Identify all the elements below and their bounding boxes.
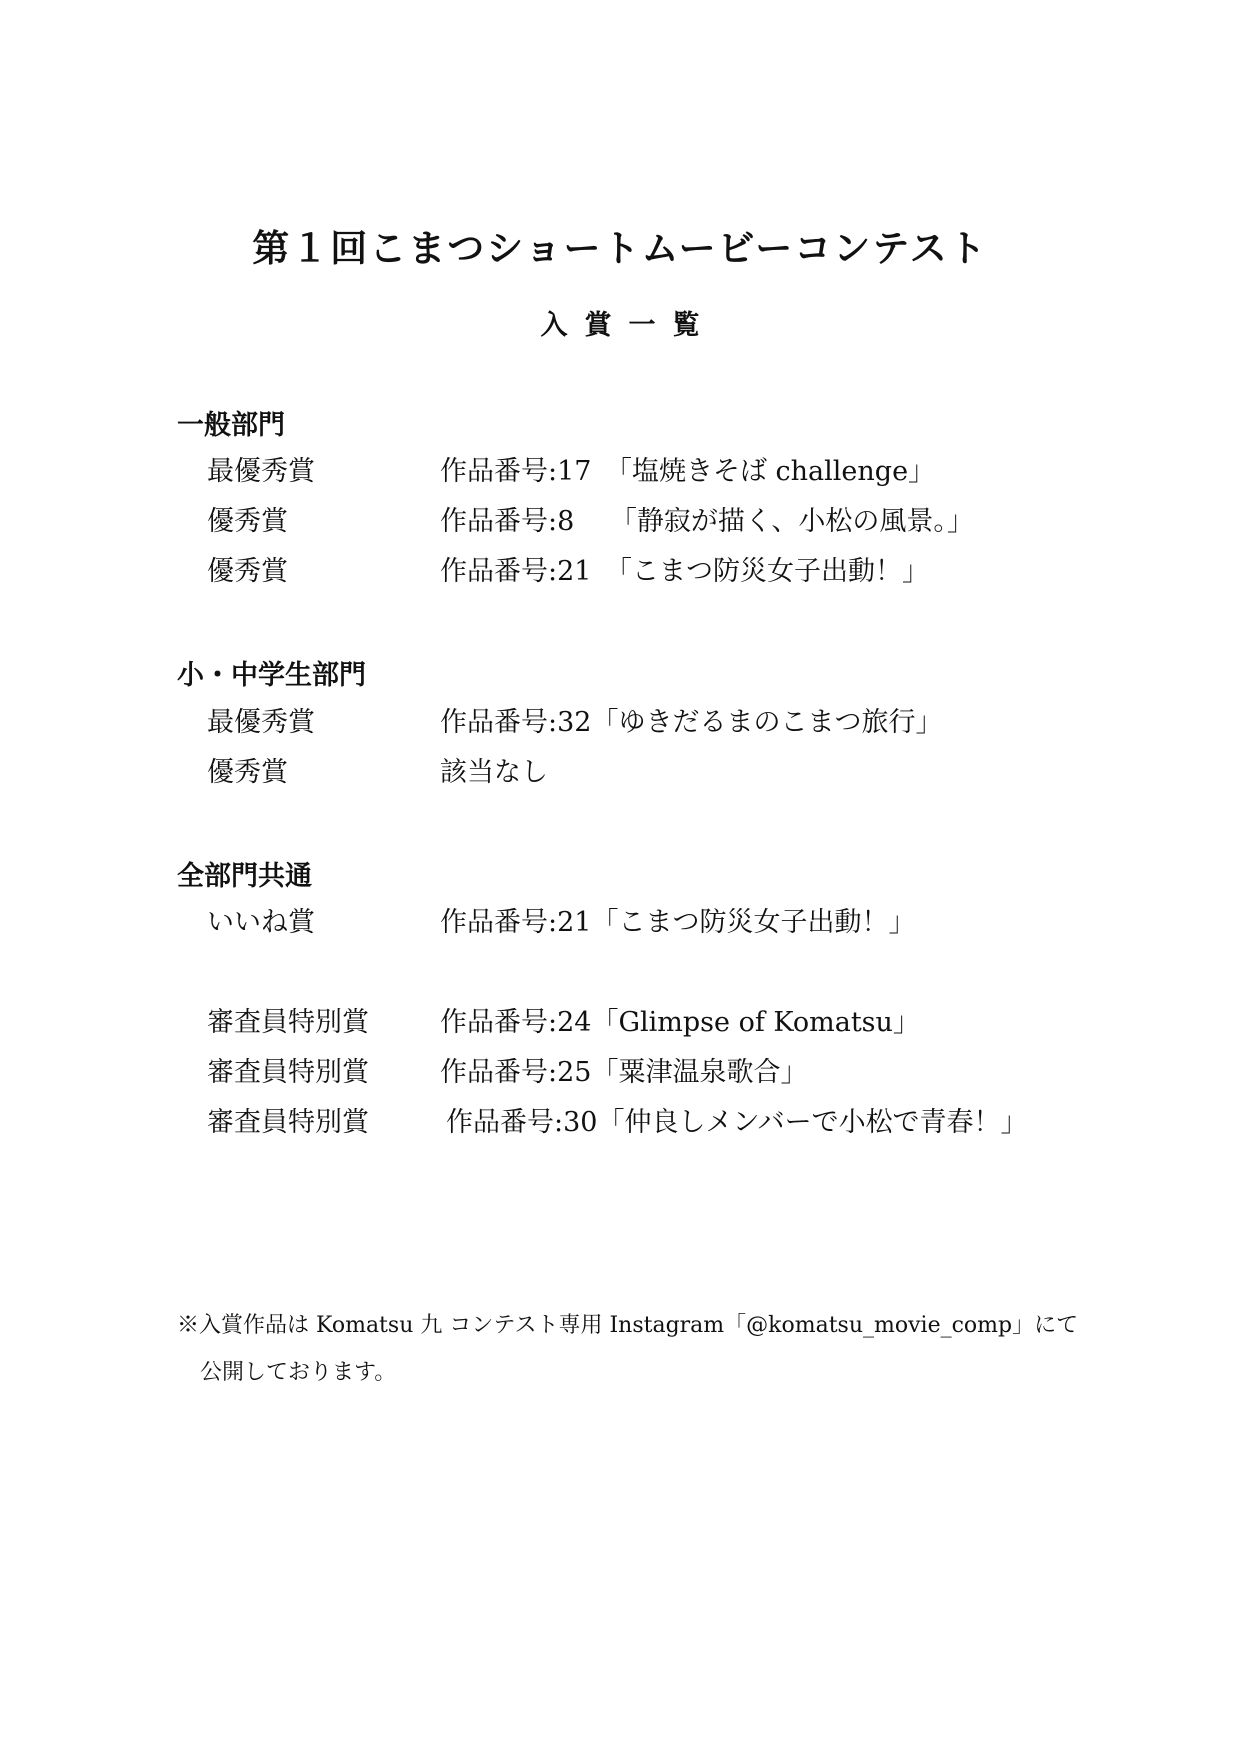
award-row <box>0 503 1240 541</box>
award-row <box>0 553 1240 591</box>
award-entry: 作品番号:21 「こまつ防災女子出動！」 <box>440 556 929 587</box>
award-entry: 作品番号:24「Glimpse of Komatsu」 <box>440 1007 920 1038</box>
page-subtitle: 入賞一覧 <box>540 310 717 341</box>
award-row <box>0 754 1240 792</box>
award-row <box>0 904 1240 942</box>
award-entry: 該当なし <box>440 757 548 788</box>
award-name: 優秀賞 <box>207 757 288 788</box>
section-heading-general: 一般部門 <box>177 410 285 441</box>
award-name: 優秀賞 <box>207 506 288 537</box>
section-heading-all-categories: 全部門共通 <box>177 861 312 892</box>
award-name: 優秀賞 <box>207 556 288 587</box>
award-name: 審査員特別賞 <box>207 1057 369 1088</box>
award-entry: 作品番号:25「粟津温泉歌合」 <box>440 1057 808 1088</box>
award-name: 審査員特別賞 <box>207 1107 369 1138</box>
award-entry: 作品番号:30「仲良しメンバーで小松で青春！」 <box>446 1107 1028 1138</box>
section-heading-students: 小・中学生部門 <box>177 660 366 691</box>
award-row <box>0 704 1240 742</box>
award-row <box>0 1104 1240 1142</box>
award-entry: 作品番号:17 「塩焼きそば challenge」 <box>440 456 936 487</box>
footnote-line-2: 公開しております。 <box>200 1360 397 1385</box>
footnote-line-1: ※入賞作品は Komatsu 九 コンテスト専用 Instagram「@komatsu_movie_comp」にて <box>177 1313 1079 1338</box>
award-row <box>0 1004 1240 1042</box>
award-name: 審査員特別賞 <box>207 1007 369 1038</box>
page-title: 第１回こまつショートムービーコンテスト <box>252 227 988 270</box>
award-row <box>0 453 1240 491</box>
award-name: 最優秀賞 <box>207 707 315 738</box>
award-entry: 作品番号:32「ゆきだるまのこまつ旅行」 <box>440 707 943 738</box>
award-entry: 作品番号:21「こまつ防災女子出動！」 <box>440 907 916 938</box>
award-name: 最優秀賞 <box>207 456 315 487</box>
award-entry: 作品番号:8 「静寂が描く、小松の風景。」 <box>440 506 974 537</box>
award-name: いいね賞 <box>207 907 315 938</box>
award-row <box>0 1054 1240 1092</box>
